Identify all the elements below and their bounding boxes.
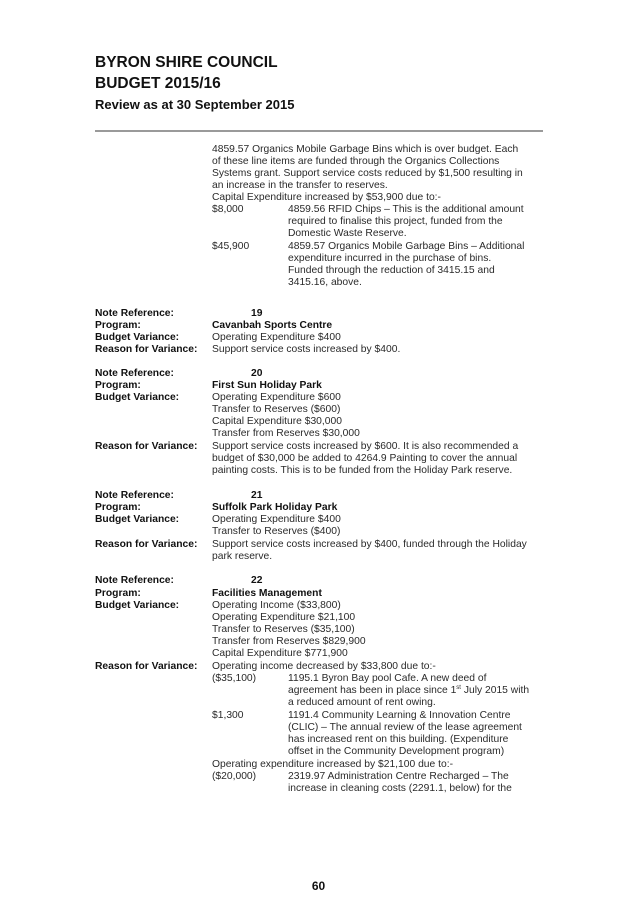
page-number: 60: [311, 879, 326, 893]
item-desc: 3415.16, above.: [288, 277, 362, 288]
variance-line: Transfer to Reserves ($600): [212, 404, 341, 415]
reason-line: Operating expenditure increased by $21,100 due to:-: [212, 759, 453, 770]
continuation-line: Systems grant. Support service costs reduced by $1,500 resulting in: [212, 168, 523, 179]
item-amount: $8,000: [212, 204, 244, 215]
review-date: Review as at 30 September 2015: [95, 97, 295, 112]
reason-line: budget of $30,000 be added to 4264.9 Painting to cover the annual: [212, 453, 518, 464]
reason-line: park reserve.: [212, 551, 273, 562]
variance-line: Capital Expenditure $30,000: [212, 416, 342, 427]
item-desc: 4859.56 RFID Chips – This is the additional amount: [288, 204, 524, 215]
note-reference-label: Note Reference:: [95, 308, 174, 319]
reason-label: Reason for Variance:: [95, 661, 198, 672]
continuation-line: 4859.57 Organics Mobile Garbage Bins which is over budget. Each: [212, 144, 519, 155]
continuation-line: Capital Expenditure increased by $53,900 due to:-: [212, 192, 441, 203]
reason-line: Support service costs increased by $400.: [212, 344, 401, 355]
note-reference-label: Note Reference:: [95, 575, 174, 586]
reason-line: painting costs. This is to be funded from the Holiday Park reserve.: [212, 465, 513, 476]
program-name: First Sun Holiday Park: [212, 380, 322, 391]
variance-line: Capital Expenditure $771,900: [212, 648, 348, 659]
variance-line: Transfer to Reserves ($35,100): [212, 624, 355, 635]
reason-label: Reason for Variance:: [95, 539, 198, 550]
item-desc: 1195.1 Byron Bay pool Cafe. A new deed of: [288, 673, 487, 684]
variance-line: Operating Income ($33,800): [212, 600, 341, 611]
variance-line: Transfer from Reserves $829,900: [212, 636, 366, 647]
note-number: 21: [251, 490, 263, 501]
item-desc: increase in cleaning costs (2291.1, below) for the: [288, 783, 512, 794]
item-desc: 2319.97 Administration Centre Recharged – The: [288, 771, 509, 782]
program-label: Program:: [95, 380, 141, 391]
item-desc: 4859.57 Organics Mobile Garbage Bins – Additional: [288, 241, 525, 252]
budget-variance-label: Budget Variance:: [95, 392, 180, 403]
program-label: Program:: [95, 588, 141, 599]
item-desc: has increased rent on this building. (Expenditure: [288, 734, 509, 745]
program-label: Program:: [95, 502, 141, 513]
reason-line: Support service costs increased by $400, funded through the Holiday: [212, 539, 527, 550]
item-amount: $1,300: [212, 710, 244, 721]
reason-label: Reason for Variance:: [95, 344, 198, 355]
program-name: Facilities Management: [212, 588, 322, 599]
program-name: Suffolk Park Holiday Park: [212, 502, 338, 513]
item-amount: ($35,100): [212, 673, 257, 684]
item-desc: offset in the Community Development program): [288, 746, 505, 757]
reason-line: Support service costs increased by $600. It is also recommended a: [212, 441, 519, 452]
reason-line: Operating income decreased by $33,800 due to:-: [212, 661, 436, 672]
note-number: 22: [251, 575, 263, 586]
program-label: Program:: [95, 320, 141, 331]
council-name: BYRON SHIRE COUNCIL: [95, 54, 278, 71]
note-reference-label: Note Reference:: [95, 490, 174, 501]
variance-line: Operating Expenditure $600: [212, 392, 341, 403]
budget-title: BUDGET 2015/16: [95, 75, 221, 92]
variance-line: Operating Expenditure $400: [212, 332, 341, 343]
item-amount: $45,900: [212, 241, 250, 252]
budget-variance-label: Budget Variance:: [95, 332, 180, 343]
item-desc: Funded through the reduction of 3415.15 and: [288, 265, 495, 276]
item-desc: Domestic Waste Reserve.: [288, 228, 407, 239]
item-desc: (CLIC) – The annual review of the lease agreement: [288, 722, 522, 733]
variance-line: Transfer to Reserves ($400): [212, 526, 341, 537]
continuation-line: of these line items are funded through the Organics Collections: [212, 156, 500, 167]
budget-variance-label: Budget Variance:: [95, 600, 180, 611]
item-desc: a reduced amount of rent owing.: [288, 697, 436, 708]
variance-line: Transfer from Reserves $30,000: [212, 428, 360, 439]
item-desc: 1191.4 Community Learning & Innovation Centre: [288, 710, 511, 721]
item-desc: expenditure incurred in the purchase of bins.: [288, 253, 492, 264]
note-number: 19: [251, 308, 263, 319]
program-name: Cavanbah Sports Centre: [212, 320, 333, 331]
item-desc: required to finalise this project, funded from the: [288, 216, 503, 227]
header-divider: [95, 130, 543, 132]
item-amount: ($20,000): [212, 771, 257, 782]
continuation-line: an increase in the transfer to reserves.: [212, 180, 388, 191]
note-reference-label: Note Reference:: [95, 368, 174, 379]
variance-line: Operating Expenditure $21,100: [212, 612, 356, 623]
note-number: 20: [251, 368, 263, 379]
item-desc: agreement has been in place since 1st July 2015 with: [288, 685, 530, 696]
budget-variance-label: Budget Variance:: [95, 514, 180, 525]
reason-label: Reason for Variance:: [95, 441, 198, 452]
variance-line: Operating Expenditure $400: [212, 514, 341, 525]
